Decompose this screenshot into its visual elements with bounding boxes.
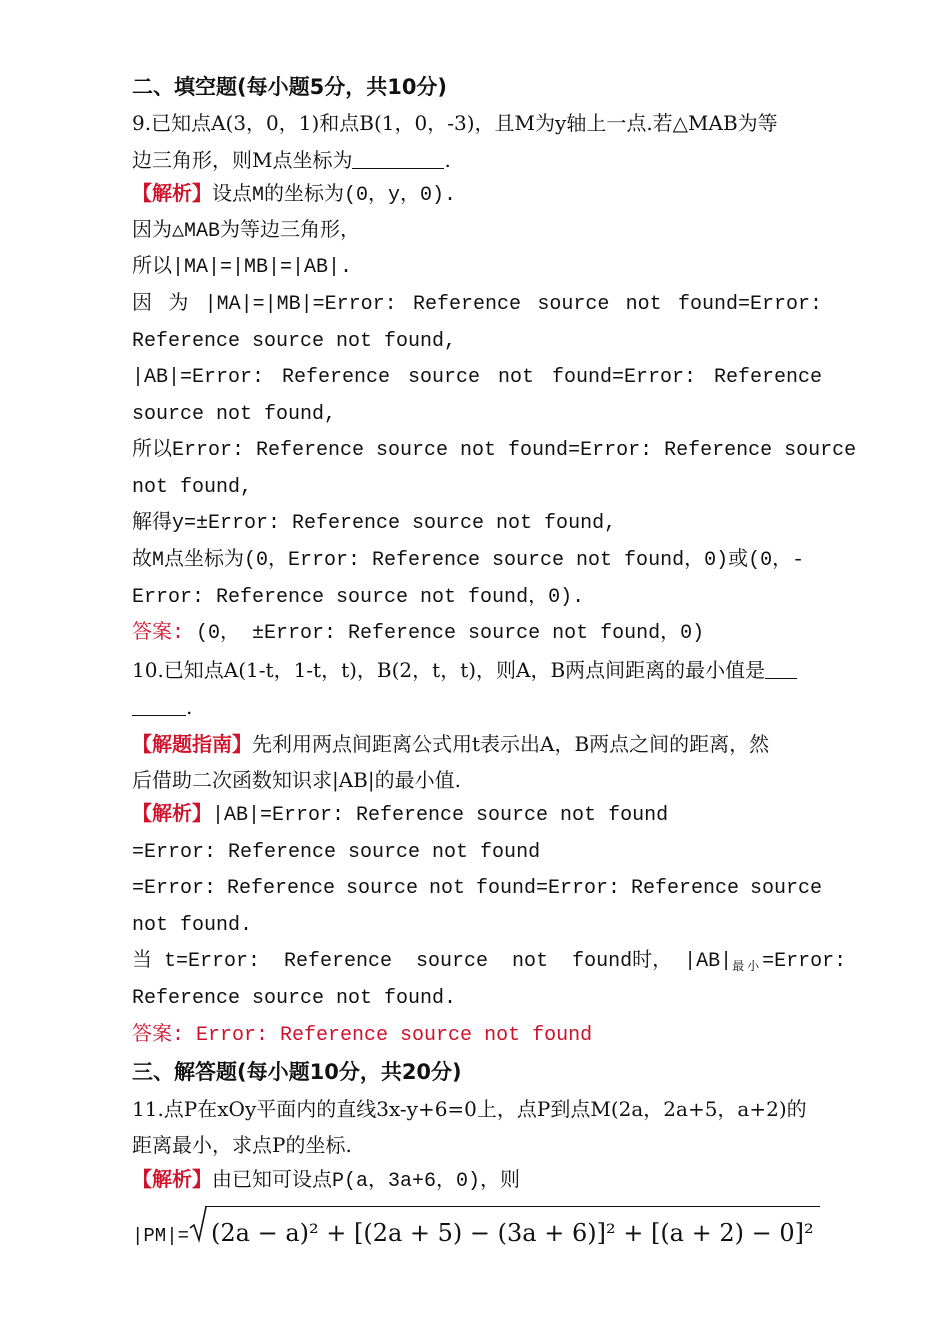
q9-solution-line-2: 因为△MAB为等边三角形， — [132, 220, 361, 243]
q9-solution-line-5: Reference source not found, — [132, 330, 457, 353]
q9-solution-line-3: 所以|MA|=|MB|=|AB|. — [132, 256, 353, 279]
word: Reference — [412, 293, 521, 316]
q10-solution-5a: 当 t=Error: Reference source not found时， |AB| — [132, 950, 733, 973]
q9-solution-line-9: not found, — [132, 476, 253, 499]
radical-sign-icon — [189, 1198, 207, 1244]
word: not — [428, 877, 465, 900]
word: source — [749, 877, 822, 900]
q10-solution-line-5 — [132, 947, 847, 979]
q10-text-line-1 — [132, 655, 822, 687]
q9-solution-tag: 【解析】 — [132, 184, 212, 207]
q10-solution-tag: 【解析】 — [132, 804, 212, 827]
word: source — [537, 293, 610, 316]
q10-text-2-end: . — [186, 695, 193, 719]
q11-formula-line — [132, 1206, 832, 1252]
word: |MA|=|MB|=Error: — [204, 293, 397, 316]
q9-solution-line-6 — [132, 363, 822, 395]
word: Reference — [282, 366, 391, 389]
q11-solution-tag: 【解析】 — [132, 1170, 212, 1193]
pm-label: |PM|= — [132, 1225, 190, 1247]
word: Reference — [713, 366, 822, 389]
q10-solution-5-subscript: 最小 — [732, 960, 763, 974]
q10-answer: Error: Reference source not found — [184, 1024, 593, 1047]
word: |AB|=Error: — [132, 366, 265, 389]
q11-solution-line-1 — [132, 1167, 822, 1199]
word: not — [497, 366, 534, 389]
q10-solution-line-6: Reference source not found. — [132, 987, 457, 1010]
q10-answer-line — [132, 1021, 822, 1053]
q10-answer-blank-end — [132, 693, 186, 716]
q10-guide-line-2: 后借助二次函数知识求|AB|的最小值. — [132, 768, 461, 792]
q10-answer-tag: 答案: — [132, 1024, 185, 1047]
q10-solution-line-3 — [132, 874, 822, 906]
q9-answer-line — [132, 619, 822, 651]
q10-answer-blank-start — [765, 656, 797, 679]
q9-text-2: 边三角形，则M点坐标为 — [132, 148, 353, 172]
q9-solution-line-10: 解得y=±Error: Reference source not found, — [132, 512, 617, 535]
word: source — [408, 366, 481, 389]
word: found=Error: — [677, 293, 822, 316]
section-3-title: 三、解答题(每小题10分，共20分) — [132, 1060, 462, 1084]
q9-solution-line-12: Error: Reference source not found，0). — [132, 586, 585, 609]
q9-solution-line-1 — [132, 181, 822, 213]
q9-text-line-1: 9.已知点A(3，0，1)和点B(1，0，-3)，且M为y轴上一点.若△MAB为等 — [132, 111, 778, 135]
q9-solution-line-7: source not found, — [132, 403, 337, 426]
q10-guide-tag: 【解题指南】 — [132, 732, 252, 756]
q10-text-line-2 — [132, 692, 822, 724]
q11-solution-1: 由已知可设点P(a，3a+6，0)，则 — [212, 1170, 521, 1193]
q11-text-line-2: 距离最小，求点P的坐标. — [132, 1133, 352, 1157]
q9-solution-line-8: 所以Error: Reference source not found=Error: Reference source — [132, 439, 857, 462]
radicand: (2a − a)² + [(2a + 5) − (3a + 6)]² + [(a + 2) − 0]² — [205, 1206, 820, 1255]
q9-answer-blank — [352, 146, 444, 169]
q10-solution-line-4: not found. — [132, 914, 253, 937]
word: =Error: — [132, 877, 217, 900]
word: not — [625, 293, 662, 316]
word: found=Error: — [551, 366, 696, 389]
q10-solution-1: |AB|=Error: Reference source not found — [212, 804, 669, 827]
word: 因 — [132, 293, 152, 316]
q9-solution-line-11: 故M点坐标为(0，Error: Reference source not found，0)或(0，- — [132, 549, 805, 572]
q9-text-line-2 — [132, 145, 822, 177]
q10-text-1: 10.已知点A(1-t，1-t，t)，B(2，t，t)，则A，B两点间距离的最小值是 — [132, 658, 766, 682]
q10-solution-line-2: =Error: Reference source not found — [132, 841, 541, 864]
word: found=Error: — [475, 877, 620, 900]
word: Reference — [630, 877, 739, 900]
section-2-title: 二、填空题(每小题5分，共10分) — [132, 75, 448, 99]
q9-solution-1: 设点M的坐标为(0，y，0). — [212, 184, 457, 207]
q10-solution-line-1 — [132, 801, 822, 833]
q9-answer: (0， ±Error: Reference source not found，0) — [184, 622, 705, 645]
q9-answer-tag: 答案: — [132, 622, 185, 645]
q9-solution-line-4 — [132, 290, 822, 322]
word: source — [345, 877, 418, 900]
q11-text-line-1: 11.点P在xOy平面内的直线3x-y+6=0上，点P到点M(2a，2a+5，a+2)的 — [132, 1097, 807, 1121]
sqrt-formula — [189, 1206, 820, 1256]
q10-guide-line-1 — [132, 729, 822, 761]
q10-solution-5b: =Error: — [762, 950, 847, 973]
word: 为 — [168, 293, 189, 316]
word: Reference — [226, 877, 336, 900]
q9-text-2-end: . — [444, 148, 451, 172]
q10-guide-1: 先利用两点间距离公式用t表示出A，B两点之间的距离，然 — [252, 732, 770, 756]
